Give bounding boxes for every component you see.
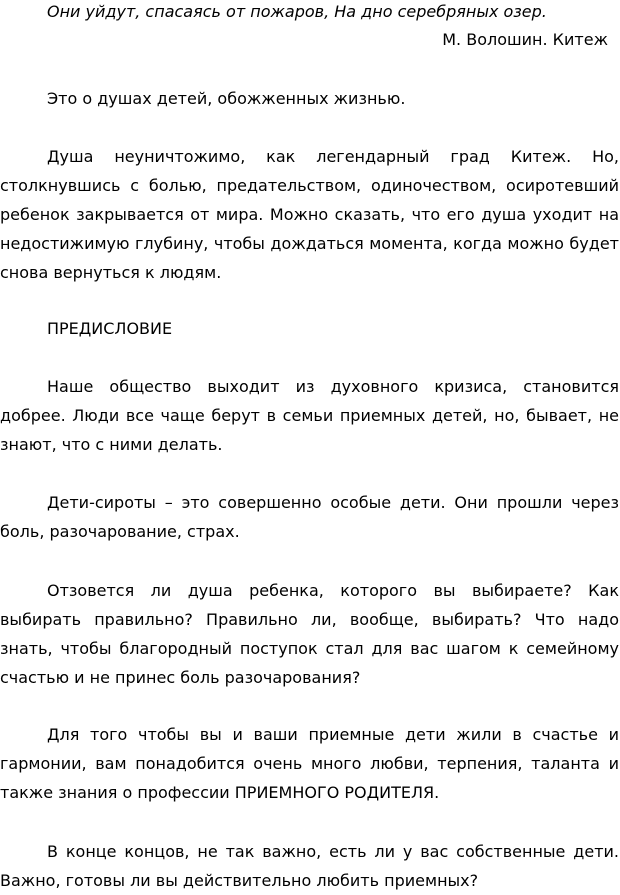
paragraph-harmony: Для того чтобы вы и ваши приемные дети жили в счастье и гармонии, вам понадобится очень много любви, терпения, таланта и также знания о профессии ПРИЕМНОГО РОДИТЕЛЯ.	[0, 725, 619, 802]
epigraph-text: Они уйдут, спасаясь от пожаров, На дно серебряных озер.	[47, 2, 547, 21]
paragraph-intro: Душа неуничтожимо, как легендарный град Китеж. Но, столкнувшись с болью, предательством, одиночеством, осиротевший ребенок закрывается от мира. Можно сказать, что его душа уходит на недостижимую глубину, чтобы дождаться момента, когда можно будет снова вернуться к людям.	[0, 147, 619, 282]
dedication: Это о душах детей, обожженных жизнью.	[47, 89, 406, 108]
paragraph-questions: Отзовется ли душа ребенка, которого вы выбираете? Как выбирать правильно? Правильно ли, вообще, выбирать? Что надо знать, чтобы благородный поступок стал для вас шагом к семейному счастью и не принес боль разочарования?	[0, 581, 619, 687]
paragraph-conclusion: В конце концов, не так важно, есть ли у вас собственные дети. Важно, готовы ли вы действительно любить приемных?	[0, 842, 619, 890]
paragraph-orphans: Дети-сироты – это совершенно особые дети. Они прошли через боль, разочарование, страх.	[0, 493, 619, 541]
section-heading: ПРЕДИСЛОВИЕ	[47, 319, 173, 338]
epigraph-source: М. Волошин. Китеж	[442, 30, 608, 49]
paragraph-society: Наше общество выходит из духовного кризиса, становится добрее. Люди все чаще берут в семьи приемных детей, но, бывает, не знают, что с ними делать.	[0, 377, 619, 454]
